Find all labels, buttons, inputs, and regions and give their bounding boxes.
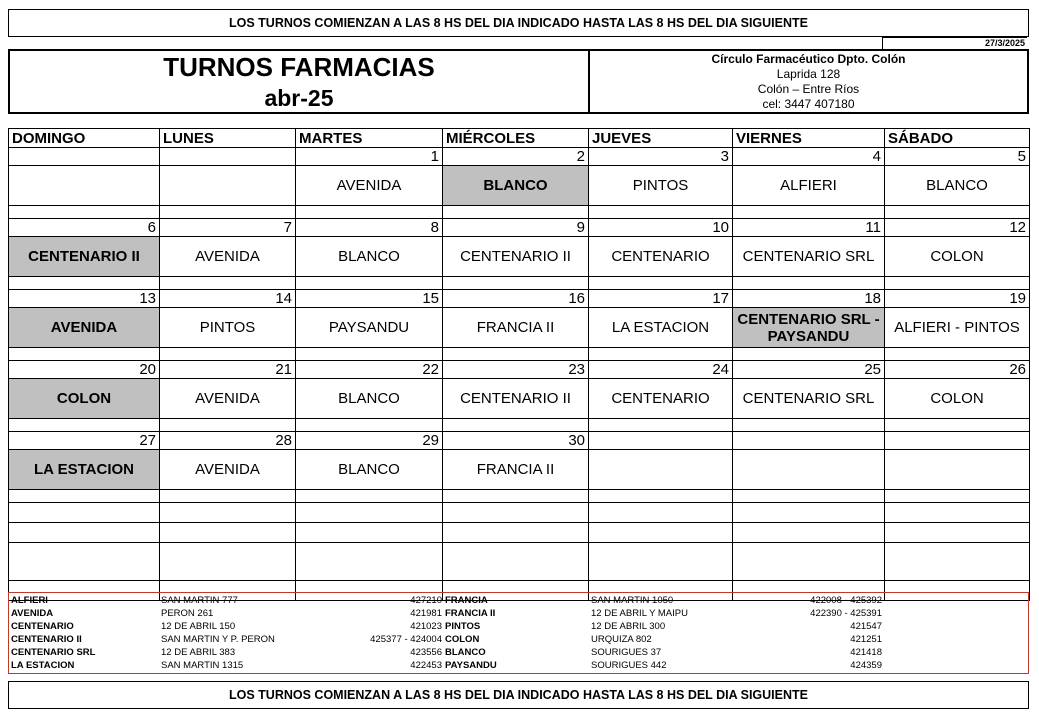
- legend-pharmacy-phone: 424359: [850, 660, 882, 671]
- org-name: Círculo Farmacéutico Dpto. Colón: [711, 52, 906, 66]
- on-duty-pharmacy: COLON: [885, 237, 1030, 277]
- spacer-cell: [443, 348, 589, 361]
- legend-pharmacy-phone: 421023: [410, 621, 442, 632]
- empty-cell: [9, 523, 160, 543]
- legend-pharmacy-address: 12 DE ABRIL 300: [591, 621, 666, 632]
- date-number-row: [9, 432, 1030, 450]
- on-duty-pharmacy: CENTENARIO: [589, 379, 733, 419]
- legend-pharmacy-phone: 422390 - 425391: [810, 608, 882, 619]
- spacer-row: [9, 277, 1030, 290]
- spacer-cell: [160, 348, 296, 361]
- legend-pharmacy-address: SAN MARTIN 1315: [161, 660, 244, 671]
- day-number: 28: [160, 432, 296, 450]
- empty-cell: [589, 543, 733, 581]
- day-number: 25: [733, 361, 885, 379]
- weekday-header: VIERNES: [733, 129, 885, 148]
- day-number: 29: [296, 432, 443, 450]
- day-number: 8: [296, 219, 443, 237]
- on-duty-pharmacy: AVENIDA: [9, 308, 160, 348]
- empty-cell: [589, 523, 733, 543]
- on-duty-pharmacy: [733, 450, 885, 490]
- legend-pharmacy-phone: 421251: [850, 634, 882, 645]
- legend-pharmacy-name: ALFIERI: [11, 595, 48, 606]
- on-duty-pharmacy: PAYSANDU: [296, 308, 443, 348]
- spacer-cell: [296, 348, 443, 361]
- org-city: Colón – Entre Ríos: [757, 82, 860, 96]
- day-number: 14: [160, 290, 296, 308]
- on-duty-pharmacy: CENTENARIO SRL: [733, 237, 885, 277]
- on-duty-pharmacy: AVENIDA: [160, 450, 296, 490]
- page-title: TURNOS FARMACIAS: [163, 52, 435, 82]
- empty-cell: [443, 543, 589, 581]
- day-number: 2: [443, 148, 589, 166]
- legend-pharmacy-name: PINTOS: [445, 621, 481, 632]
- spacer-cell: [296, 419, 443, 432]
- spacer-cell: [733, 277, 885, 290]
- day-number: 18: [733, 290, 885, 308]
- legend-pharmacy-address: 12 DE ABRIL 150: [161, 621, 236, 632]
- on-duty-pharmacy: CENTENARIO SRL - PAYSANDU: [733, 308, 885, 348]
- legend-pharmacy-name: CENTENARIO: [11, 621, 74, 632]
- spacer-cell: [885, 348, 1030, 361]
- on-duty-pharmacy: BLANCO: [296, 379, 443, 419]
- day-number: 12: [885, 219, 1030, 237]
- on-duty-pharmacy: AVENIDA: [160, 379, 296, 419]
- day-number: 21: [160, 361, 296, 379]
- spacer-cell: [296, 206, 443, 219]
- day-number: 13: [9, 290, 160, 308]
- pharmacy-row: [9, 450, 1030, 490]
- day-number: 20: [9, 361, 160, 379]
- empty-cell: [9, 543, 160, 581]
- day-number: [589, 432, 733, 450]
- legend-pharmacy-name: LA ESTACION: [11, 660, 75, 671]
- spacer-cell: [589, 277, 733, 290]
- day-number: 23: [443, 361, 589, 379]
- spacer-cell: [443, 419, 589, 432]
- legend-pharmacy-name: FRANCIA II: [445, 608, 496, 619]
- day-number: 15: [296, 290, 443, 308]
- spacer-cell: [9, 490, 160, 503]
- day-number: 27: [9, 432, 160, 450]
- spacer-cell: [733, 490, 885, 503]
- legend-pharmacy-name: CENTENARIO II: [11, 634, 82, 645]
- bottom-banner: LOS TURNOS COMIENZAN A LAS 8 HS DEL DIA INDICADO HASTA LAS 8 HS DEL DIA SIGUIENTE: [8, 681, 1029, 709]
- empty-cell: [589, 503, 733, 523]
- spacer-cell: [9, 419, 160, 432]
- on-duty-pharmacy: AVENIDA: [160, 237, 296, 277]
- spacer-row: [9, 206, 1030, 219]
- empty-cell: [443, 523, 589, 543]
- on-duty-pharmacy: AVENIDA: [296, 166, 443, 206]
- pharmacy-row: [9, 379, 1030, 419]
- empty-cell: [160, 523, 296, 543]
- empty-cell: [296, 543, 443, 581]
- legend-pharmacy-name: BLANCO: [445, 647, 486, 658]
- day-number: 10: [589, 219, 733, 237]
- day-number: 30: [443, 432, 589, 450]
- day-number: 19: [885, 290, 1030, 308]
- on-duty-pharmacy: COLON: [885, 379, 1030, 419]
- legend-pharmacy-address: 12 DE ABRIL 383: [161, 647, 236, 658]
- spacer-cell: [9, 277, 160, 290]
- weekday-header: LUNES: [160, 129, 296, 148]
- empty-cell: [296, 523, 443, 543]
- empty-cell: [733, 543, 885, 581]
- date-number-row: [9, 219, 1030, 237]
- legend-pharmacy-phone: 421418: [850, 647, 882, 658]
- day-number: 16: [443, 290, 589, 308]
- legend-pharmacy-name: FRANCIA: [445, 595, 488, 606]
- on-duty-pharmacy: LA ESTACION: [589, 308, 733, 348]
- legend-pharmacy-address: PERON 261: [161, 608, 214, 619]
- spacer-row: [9, 348, 1030, 361]
- weekday-header: JUEVES: [589, 129, 733, 148]
- day-number: 6: [9, 219, 160, 237]
- spacer-cell: [733, 419, 885, 432]
- on-duty-pharmacy: [589, 450, 733, 490]
- on-duty-pharmacy: PINTOS: [589, 166, 733, 206]
- on-duty-pharmacy: CENTENARIO II: [443, 237, 589, 277]
- on-duty-pharmacy: FRANCIA II: [443, 308, 589, 348]
- empty-cell: [9, 503, 160, 523]
- date-number-row: [9, 361, 1030, 379]
- spacer-cell: [160, 490, 296, 503]
- day-number: 1: [296, 148, 443, 166]
- spacer-cell: [733, 348, 885, 361]
- legend-pharmacy-address: SOURIGUES 37: [591, 647, 662, 658]
- legend-pharmacy-name: CENTENARIO SRL: [11, 647, 96, 658]
- empty-cell: [885, 503, 1030, 523]
- organization-box: [588, 49, 1029, 114]
- spacer-row: [9, 419, 1030, 432]
- legend-pharmacy-name: COLON: [445, 634, 480, 645]
- legend-pharmacy-address: SAN MARTIN 777: [161, 595, 238, 606]
- date-number-row: [9, 290, 1030, 308]
- legend-pharmacy-phone: 423556: [410, 647, 442, 658]
- pharmacy-row: [9, 166, 1030, 206]
- legend-pharmacy-phone: 427210: [410, 595, 442, 606]
- weekday-header: MARTES: [296, 129, 443, 148]
- legend-pharmacy-address: SAN MARTIN Y P. PERON: [161, 634, 275, 645]
- day-number: 24: [589, 361, 733, 379]
- on-duty-pharmacy: CENTENARIO: [589, 237, 733, 277]
- spacer-cell: [589, 419, 733, 432]
- empty-cell: [443, 503, 589, 523]
- legend-pharmacy-address: SOURIGUES 442: [591, 660, 667, 671]
- spacer-cell: [885, 419, 1030, 432]
- legend-pharmacy-phone: 422453: [410, 660, 442, 671]
- empty-cell: [885, 523, 1030, 543]
- on-duty-pharmacy: [160, 166, 296, 206]
- day-number: 4: [733, 148, 885, 166]
- spacer-cell: [443, 277, 589, 290]
- day-number: [9, 148, 160, 166]
- legend-pharmacy-address: SAN MARTIN 1050: [591, 595, 674, 606]
- spacer-cell: [9, 206, 160, 219]
- calendar-table: [8, 128, 1030, 601]
- legend-pharmacy-name: AVENIDA: [11, 608, 54, 619]
- on-duty-pharmacy: [885, 450, 1030, 490]
- date-number-row: [9, 148, 1030, 166]
- on-duty-pharmacy: COLON: [9, 379, 160, 419]
- spacer-cell: [160, 277, 296, 290]
- empty-cell: [733, 523, 885, 543]
- on-duty-pharmacy: FRANCIA II: [443, 450, 589, 490]
- spacer-cell: [443, 206, 589, 219]
- spacer-cell: [296, 277, 443, 290]
- org-phone: cel: 3447 407180: [762, 97, 855, 111]
- month-label: abr-25: [264, 85, 334, 111]
- pharmacy-legend: [8, 592, 1029, 674]
- day-number: 5: [885, 148, 1030, 166]
- spacer-cell: [589, 206, 733, 219]
- day-number: 7: [160, 219, 296, 237]
- spacer-cell: [589, 348, 733, 361]
- day-number: 26: [885, 361, 1030, 379]
- spacer-cell: [885, 490, 1030, 503]
- day-number: [733, 432, 885, 450]
- legend-pharmacy-phone: 422008 - 425392: [810, 595, 882, 606]
- legend-pharmacy-address: URQUIZA 802: [591, 634, 652, 645]
- day-number: [885, 432, 1030, 450]
- day-number: 11: [733, 219, 885, 237]
- legend-pharmacy-address: 12 DE ABRIL Y MAIPU: [591, 608, 688, 619]
- weekday-header-row: [9, 129, 1030, 148]
- spacer-cell: [9, 348, 160, 361]
- spacer-cell: [885, 206, 1030, 219]
- day-number: 22: [296, 361, 443, 379]
- legend-pharmacy-phone: 425377 - 424004: [370, 634, 442, 645]
- spacer-cell: [296, 490, 443, 503]
- spacer-cell: [160, 206, 296, 219]
- empty-cell: [296, 503, 443, 523]
- spacer-cell: [589, 490, 733, 503]
- title-box: [8, 49, 590, 114]
- empty-cell: [160, 543, 296, 581]
- on-duty-pharmacy: BLANCO: [296, 237, 443, 277]
- weekday-header: MIÉRCOLES: [443, 129, 589, 148]
- spacer-cell: [885, 277, 1030, 290]
- spacer-cell: [160, 419, 296, 432]
- day-number: 3: [589, 148, 733, 166]
- spacer-row: [9, 490, 1030, 503]
- empty-cell: [885, 543, 1030, 581]
- day-number: 17: [589, 290, 733, 308]
- spacer-cell: [733, 206, 885, 219]
- top-banner: LOS TURNOS COMIENZAN A LAS 8 HS DEL DIA INDICADO HASTA LAS 8 HS DEL DIA SIGUIENTE: [8, 9, 1029, 37]
- empty-row: [9, 503, 1030, 523]
- on-duty-pharmacy: CENTENARIO SRL: [733, 379, 885, 419]
- weekday-header: SÁBADO: [885, 129, 1030, 148]
- weekday-header: DOMINGO: [9, 129, 160, 148]
- empty-row: [9, 543, 1030, 581]
- on-duty-pharmacy: LA ESTACION: [9, 450, 160, 490]
- legend-pharmacy-phone: 421981: [410, 608, 442, 619]
- on-duty-pharmacy: BLANCO: [296, 450, 443, 490]
- pharmacy-row: [9, 308, 1030, 348]
- on-duty-pharmacy: ALFIERI: [733, 166, 885, 206]
- on-duty-pharmacy: [9, 166, 160, 206]
- on-duty-pharmacy: PINTOS: [160, 308, 296, 348]
- legend-pharmacy-name: PAYSANDU: [445, 660, 497, 671]
- on-duty-pharmacy: BLANCO: [443, 166, 589, 206]
- empty-cell: [733, 503, 885, 523]
- pharmacy-row: [9, 237, 1030, 277]
- day-number: [160, 148, 296, 166]
- org-address: Laprida 128: [776, 67, 841, 81]
- on-duty-pharmacy: ALFIERI - PINTOS: [885, 308, 1030, 348]
- on-duty-pharmacy: CENTENARIO II: [9, 237, 160, 277]
- empty-row: [9, 523, 1030, 543]
- empty-cell: [160, 503, 296, 523]
- spacer-cell: [443, 490, 589, 503]
- day-number: 9: [443, 219, 589, 237]
- on-duty-pharmacy: CENTENARIO II: [443, 379, 589, 419]
- date-stamp: 27/3/2025: [882, 37, 1027, 49]
- legend-pharmacy-phone: 421547: [850, 621, 882, 632]
- on-duty-pharmacy: BLANCO: [885, 166, 1030, 206]
